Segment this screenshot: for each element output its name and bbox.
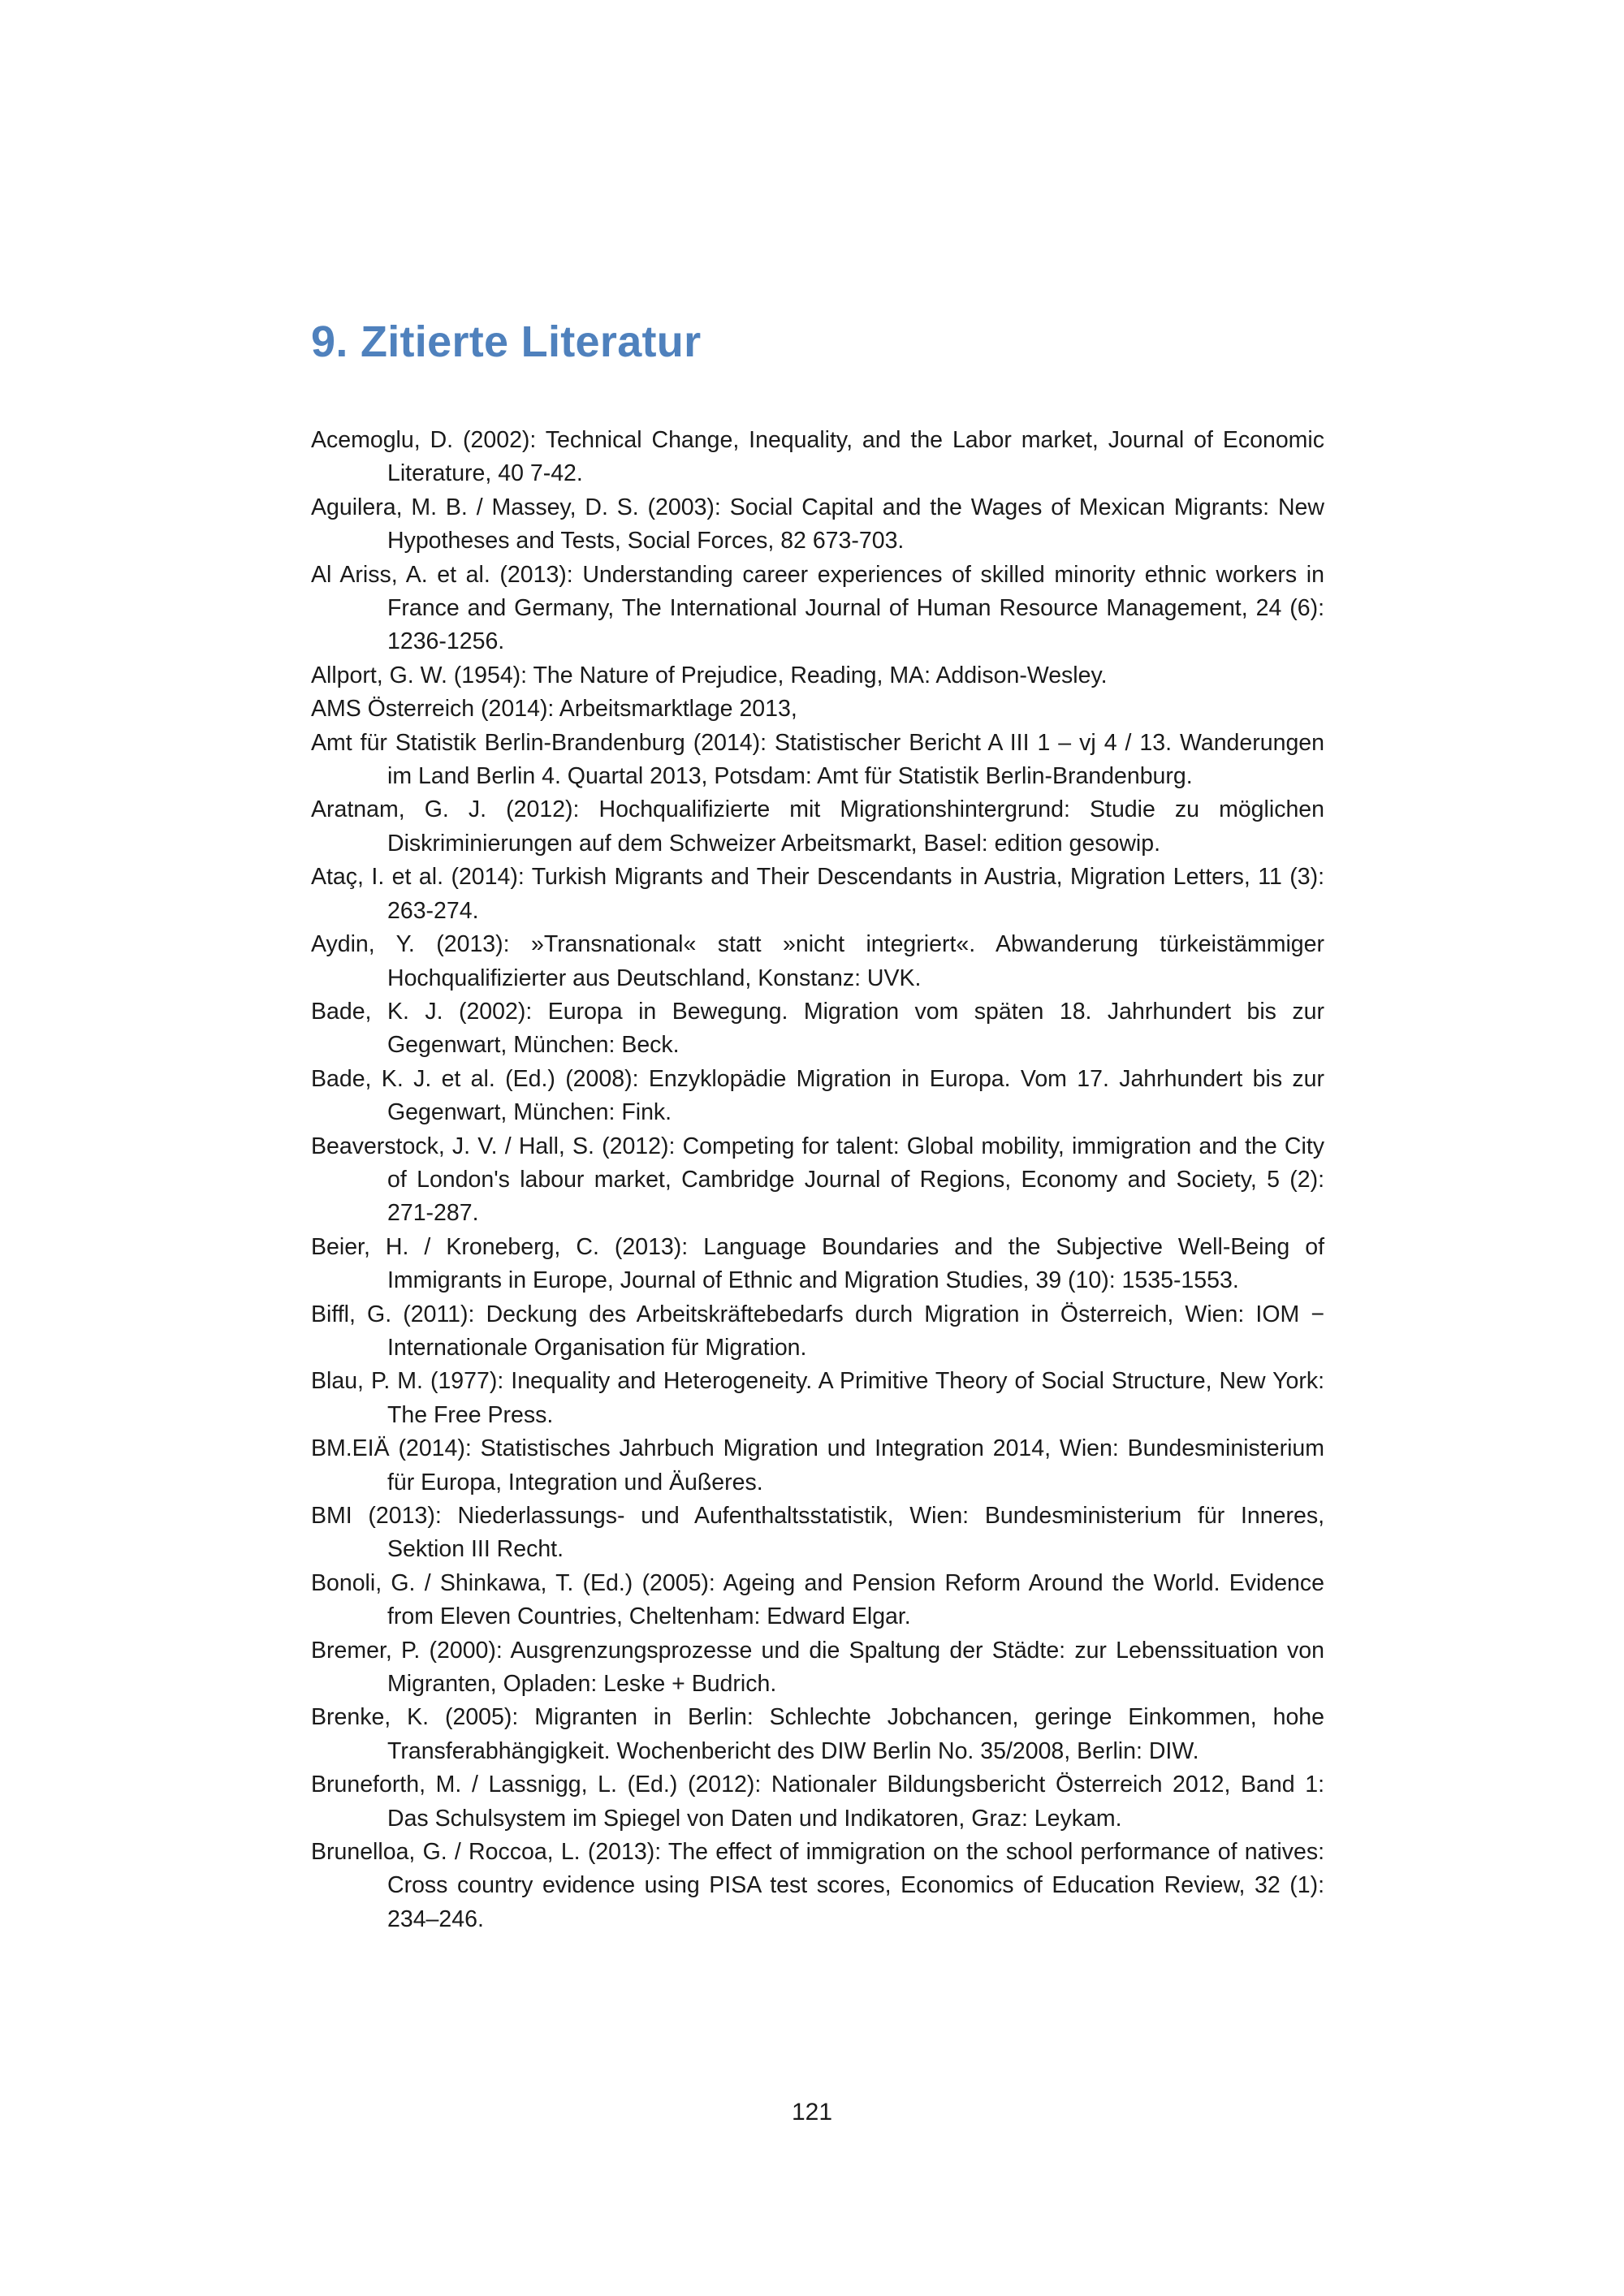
reference-entry: Amt für Statistik Berlin-Brandenburg (2014): Statistischer Bericht A III 1 – vj 4 / 13. Wanderungen im Land Berlin 4. Quartal 2013, Potsdam: Amt für Statistik Berlin-Brandenburg. <box>311 729 1324 790</box>
reference-entry: BM.EIÄ (2014): Statistisches Jahrbuch Migration und Integration 2014, Wien: Bundesministerium für Europa, Integration und Äußeres. <box>311 1435 1324 1495</box>
reference-entry: Bade, K. J. et al. (Ed.) (2008): Enzyklopädie Migration in Europa. Vom 17. Jahrhundert bis zur Gegenwart, München: Fink. <box>311 1065 1324 1126</box>
reference-entry: Ataç, I. et al. (2014): Turkish Migrants and Their Descendants in Austria, Migration Letters, 11 (3): 263-274. <box>311 864 1324 924</box>
reference-entry: Biffl, G. (2011): Deckung des Arbeitskräftebedarfs durch Migration in Österreich, Wien: IOM − Internationale Organisation für Migration. <box>311 1301 1324 1361</box>
reference-entry: Bruneforth, M. / Lassnigg, L. (Ed.) (2012): Nationaler Bildungsbericht Österreich 2012, Band 1: Das Schulsystem im Spiegel von Daten und Indikatoren, Graz: Leykam. <box>311 1772 1324 1832</box>
reference-entry: Bade, K. J. (2002): Europa in Bewegung. Migration vom späten 18. Jahrhundert bis zur Gegenwart, München: Beck. <box>311 998 1324 1059</box>
reference-list <box>311 424 1324 1936</box>
reference-entry: BMI (2013): Niederlassungs- und Aufenthaltsstatistik, Wien: Bundesministerium für Inneres, Sektion III Recht. <box>311 1503 1324 1563</box>
reference-entry: Blau, P. M. (1977): Inequality and Heterogeneity. A Primitive Theory of Social Structure, New York: The Free Press. <box>311 1368 1324 1428</box>
reference-entry: Allport, G. W. (1954): The Nature of Prejudice, Reading, MA: Addison-Wesley. <box>311 662 1108 688</box>
reference-entry: Bonoli, G. / Shinkawa, T. (Ed.) (2005): Ageing and Pension Reform Around the World. Evidence from Eleven Countries, Cheltenham: Edward Elgar. <box>311 1569 1324 1630</box>
reference-entry: Brenke, K. (2005): Migranten in Berlin: Schlechte Jobchancen, geringe Einkommen, hohe Transferabhängigkeit. Wochenbericht des DIW Berlin No. 35/2008, Berlin: DIW. <box>311 1704 1324 1764</box>
page-number: 121 <box>791 2099 833 2126</box>
reference-entry: Acemoglu, D. (2002): Technical Change, Inequality, and the Labor market, Journal of Economic Literature, 40 7-42. <box>311 427 1324 487</box>
section-title: 9. Zitierte Literatur <box>311 317 702 366</box>
reference-entry: Brunelloa, G. / Roccoa, L. (2013): The effect of immigration on the school performance of natives: Cross country evidence using PISA test scores, Economics of Education Review, 32 (1): 234–246. <box>311 1839 1324 1932</box>
reference-entry: Aydin, Y. (2013): »Transnational« statt »nicht integriert«. Abwanderung türkeistämmiger Hochqualifizierter aus Deutschland, Konstanz: UVK. <box>311 931 1324 991</box>
reference-entry: Bremer, P. (2000): Ausgrenzungsprozesse und die Spaltung der Städte: zur Lebenssituation von Migranten, Opladen: Leske + Budrich. <box>311 1637 1324 1698</box>
reference-entry: Aguilera, M. B. / Massey, D. S. (2003): Social Capital and the Wages of Mexican Migrants: New Hypotheses and Tests, Social Forces, 82 673-703. <box>311 494 1324 555</box>
reference-entry: AMS Österreich (2014): Arbeitsmarktlage 2013, <box>311 696 797 723</box>
reference-entry: Beier, H. / Kroneberg, C. (2013): Language Boundaries and the Subjective Well-Being of Immigrants in Europe, Journal of Ethnic and Migration Studies, 39 (10): 1535-1553. <box>311 1233 1324 1294</box>
reference-entry: Aratnam, G. J. (2012): Hochqualifizierte mit Migrationshintergrund: Studie zu möglichen Diskriminierungen auf dem Schweizer Arbeitsmarkt, Basel: edition gesowip. <box>311 796 1324 857</box>
reference-entry: Al Ariss, A. et al. (2013): Understanding career experiences of skilled minority ethnic workers in France and Germany, The International Journal of Human Resource Management, 24 (6): 1236-1256. <box>311 561 1324 655</box>
reference-entry: Beaverstock, J. V. / Hall, S. (2012): Competing for talent: Global mobility, immigration and the City of London's labour market, Cambridge Journal of Regions, Economy and Society, 5 (2): 271-287. <box>311 1133 1324 1227</box>
